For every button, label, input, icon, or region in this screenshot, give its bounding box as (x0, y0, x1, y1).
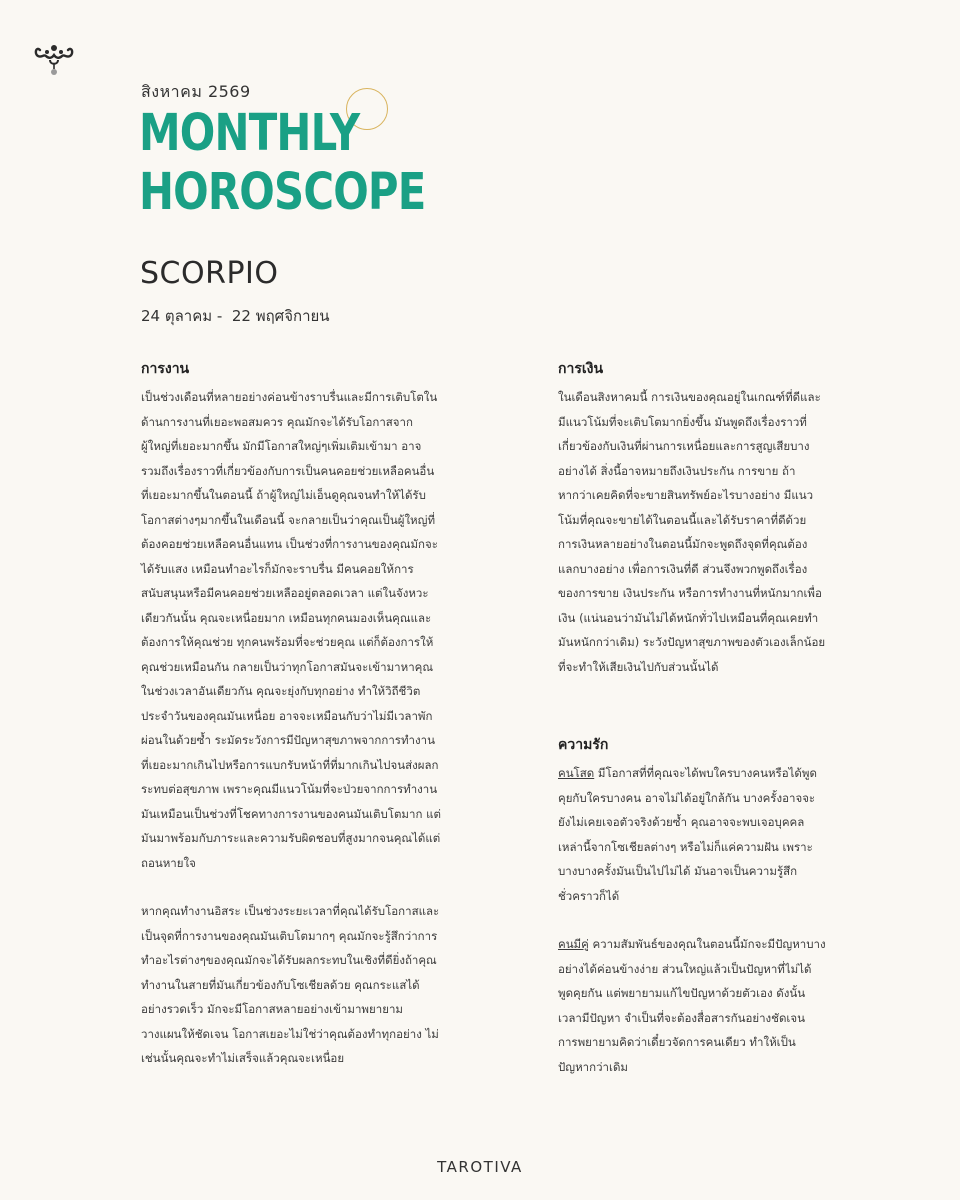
money-heading: การเงิน (558, 361, 604, 377)
date-range: 24 ตุลาคม - 22 พฤศจิกายน (141, 307, 330, 325)
work-paragraph-2: หากคุณทำงานอิสระ เป็นช่วงระยะเวลาที่คุณได้รับโอกาสและเป็นจุดที่การงานของคุณมันเติบโตมากๆ คุณมักจะรู้สึกว่าการทำอะไรต่างๆของคุณมักจะได้รับผลกระทบในเชิงที่ดียิ่งถ้าคุณทำงานในสายที่มันเกี่ยวข้องกับโซเชียลด้วย คุณกระแสได้อย่างรวดเร็ว มักจะมีโอกาสหลายอย่างเข้ามาพยายามวางแผนให้ชัดเจน โอกาสเยอะไม่ใช่ว่าคุณต้องทำทุกอย่าง ไม่เช่นนั้นคุณจะทำไม่เสร็จแล้วคุณจะเหนื่อย (141, 904, 440, 1065)
couple-label: คนมีคู่ (558, 937, 589, 951)
zodiac-sign: SCORPIO (140, 256, 279, 291)
love-single-paragraph (558, 761, 826, 908)
money-section (558, 359, 826, 679)
page-title (139, 104, 426, 222)
single-text: มีโอกาสที่ที่คุณจะได้พบใครบางคนหรือได้พูดคุยกับใครบางคน อาจไม่ได้อยู่ใกล้กัน บางครั้งอาจจะยังไม่เคยเจอตัวจริงด้วยซ้ำ คุณอาจจะพบเจอบุคคลเหล่านี้จากโซเชียลต่างๆ หรือไม่ก็แค่ความฝัน เพราะบางบางครั้งมันเป็นไปไม่ได้ มันอาจเป็นความรู้สึกชั่วคราวก็ได้ (558, 766, 817, 903)
single-label: คนโสด (558, 766, 595, 780)
couple-text: ความสัมพันธ์ของคุณในตอนนี้มักจะมีปัญหาบางอย่างได้ค่อนข้างง่าย ส่วนใหญ่แล้วเป็นปัญหาที่ไม่ได้พูดคุยกัน แต่พยายามแก้ไขปัญหาด้วยตัวเอง ดังนั้นเวลามีปัญหา จำเป็นที่จะต้องสื่อสารกันอย่างชัดเจน การพยายามคิดว่าเดี๋ยวจัดการคนเดียว ทำให้เป็นปัญหากว่าเดิม (558, 937, 826, 1074)
love-heading: ความรัก (558, 737, 609, 753)
love-section (558, 735, 826, 1079)
month-label: สิงหาคม 2569 (141, 82, 251, 101)
money-paragraph: ในเดือนสิงหาคมนี้ การเงินของคุณอยู่ในเกณฑ์ที่ดีและมีแนวโน้มที่จะเติบโตมากยิ่งขึ้น มันพูดถึงเรื่องราวที่เกี่ยวข้องกับเงินที่ผ่านการเหนื่อยและการสูญเสียบางอย่างได้ สิ่งนี้อาจหมายถึงเงินประกัน การขาย ถ้าหากว่าเคยคิดที่จะขายสินทรัพย์อะไรบางอย่าง มีแนวโน้มที่คุณจะขายได้ในตอนนี้และได้รับราคาที่ดีด้วย การเงินหลายอย่างในตอนนี้มักจะพูดถึงจุดที่คุณต้องแลกบางอย่าง เพื่อการเงินที่ดี ส่วนจึงพวกพูดถึงเรื่องของการขาย เงินประกัน หรือการทำงานที่หนักมากเพื่อเงิน (แน่นอนว่ามันไม่ได้หนักทั่วไปเหมือนที่คุณเคยทำมันหนักกว่าเดิม) ระวังปัญหาสุขภาพของตัวเองเล็กน้อย ที่จะทำให้เสียเงินไปกับส่วนนั้นได้ (558, 390, 826, 674)
title-line-2: HOROSCOPE (139, 163, 426, 222)
taurus-crown-icon (30, 38, 78, 78)
brand-footer: TAROTIVA (437, 1158, 523, 1176)
work-paragraph-1: เป็นช่วงเดือนที่หลายอย่างค่อนข้างราบรื่นและมีการเติบโตในด้านการงานที่เยอะพอสมควร คุณมักจะได้รับโอกาสจากผู้ใหญ่ที่เยอะมากขึ้น มักมีโอกาสใหญ่ๆเพิ่มเติมเข้ามา อาจรวมถึงเรื่องราวที่เกี่ยวข้องกับการเป็นคนคอยช่วยเหลือคนอื่นที่เยอะมากขึ้นในตอนนี้ ถ้าผู้ใหญ่ไม่เอ็นดูคุณจนทำให้ได้รับโอกาสต่างๆมากขึ้นในเดือนนี้ จะกลายเป็นว่าคุณเป็นผู้ใหญ่ที่ต้องคอยช่วยเหลือคนอื่นแทน เป็นช่วงที่การงานของคุณมักจะได้รับแสง เหมือนทำอะไรก็มักจะราบรื่น มีคนคอยให้การสนับสนุนหรือมีคนคอยช่วยเหลืออยู่ตลอดเวลา แต่ในจังหวะเดียวกันนั้น คุณจะเหนื่อยมาก เหมือนทุกคนมองเห็นคุณและต้องการให้คุณช่วย ทุกคนพร้อมที่จะช่วยคุณ แต่ก็ต้องการให้คุณช่วยเหมือนกัน กลายเป็นว่าทุกโอกาสมันจะเข้ามาหาคุณในช่วงเวลาอันเดียวกัน คุณจะยุ่งกับทุกอย่าง ทำให้วิถีชีวิตประจำวันของคุณมันเหนื่อย อาจจะเหมือนกับว่าไม่มีเวลาพักผ่อนในด้วยซ้ำ ระมัดระวังการมีปัญหาสุขภาพจากการทำงานที่เยอะมากเกินไปหรือการแบกรับหน้าที่ที่มากเกินไปจนส่งผลกระทบต่อสุขภาพ เพราะคุณมีแนวโน้มที่จะป่วยจากการทำงาน มันเหมือนเป็นช่วงที่โชคทางการงานของคนมันเติบโตมาก แต่มันมาพร้อมกับภาระและความรับผิดชอบที่สูงมากจนคุณได้แต่ถอนหายใจ (141, 390, 441, 870)
work-section (141, 359, 441, 1071)
title-line-1: MONTHLY (139, 104, 360, 163)
love-couple-paragraph (558, 932, 826, 1079)
work-heading: การงาน (141, 361, 190, 377)
